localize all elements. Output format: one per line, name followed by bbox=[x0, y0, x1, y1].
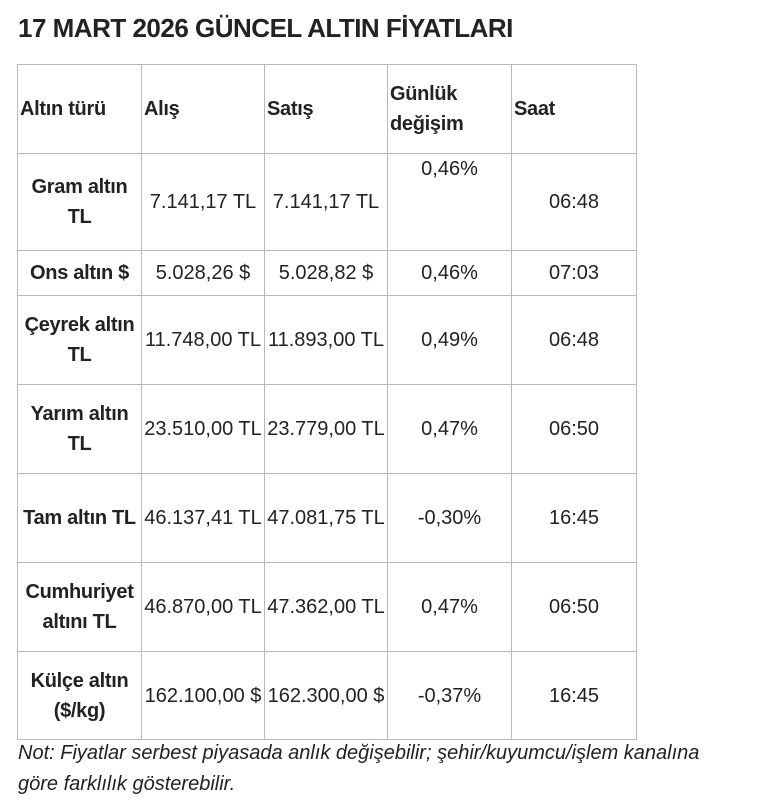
table-row bbox=[18, 563, 637, 652]
cell-daily-change: 0,46% bbox=[388, 154, 512, 251]
cell-gold-type: Gram altın TL bbox=[18, 154, 142, 251]
header-daily-change-line2: değişim bbox=[390, 113, 464, 135]
cell-gold-type: Ons altın $ bbox=[18, 251, 142, 296]
cell-gold-type: Yarım altın TL bbox=[18, 385, 142, 474]
header-time: Saat bbox=[512, 65, 637, 154]
cell-daily-change: 0,47% bbox=[388, 385, 512, 474]
table-row bbox=[18, 652, 637, 740]
cell-daily-change: 0,49% bbox=[388, 296, 512, 385]
table-row bbox=[18, 154, 637, 251]
table-row bbox=[18, 251, 637, 296]
cell-sell: 47.362,00 TL bbox=[265, 563, 388, 652]
cell-daily-change: -0,37% bbox=[388, 652, 512, 740]
cell-sell: 7.141,17 TL bbox=[265, 154, 388, 251]
cell-time: 06:48 bbox=[512, 154, 637, 251]
cell-daily-change: 0,47% bbox=[388, 563, 512, 652]
cell-gold-type: Külçe altın ($/kg) bbox=[18, 652, 142, 740]
cell-daily-change: 0,46% bbox=[388, 251, 512, 296]
table-row bbox=[18, 385, 637, 474]
page-title: 17 MART 2026 GÜNCEL ALTIN FİYATLARI bbox=[18, 13, 513, 43]
header-daily-change-line1: Günlük bbox=[390, 83, 458, 105]
cell-daily-change: -0,30% bbox=[388, 474, 512, 563]
header-buy: Alış bbox=[142, 65, 265, 154]
cell-buy: 11.748,00 TL bbox=[142, 296, 265, 385]
cell-gold-type: Tam altın TL bbox=[18, 474, 142, 563]
header-daily-change bbox=[388, 65, 512, 154]
cell-buy: 23.510,00 TL bbox=[142, 385, 265, 474]
cell-time: 16:45 bbox=[512, 474, 637, 563]
cell-sell: 23.779,00 TL bbox=[265, 385, 388, 474]
cell-sell: 11.893,00 TL bbox=[265, 296, 388, 385]
cell-buy: 46.870,00 TL bbox=[142, 563, 265, 652]
cell-buy: 5.028,26 $ bbox=[142, 251, 265, 296]
price-note-line1: Not: Fiyatlar serbest piyasada anlık değişebilir; şehir/kuyumcu/işlem kanalına bbox=[18, 742, 700, 764]
cell-buy: 46.137,41 TL bbox=[142, 474, 265, 563]
cell-time: 06:50 bbox=[512, 385, 637, 474]
header-sell: Satış bbox=[265, 65, 388, 154]
cell-buy: 162.100,00 $ bbox=[142, 652, 265, 740]
cell-sell: 47.081,75 TL bbox=[265, 474, 388, 563]
price-note bbox=[18, 738, 778, 800]
cell-time: 16:45 bbox=[512, 652, 637, 740]
cell-sell: 5.028,82 $ bbox=[265, 251, 388, 296]
cell-gold-type: Çeyrek altın TL bbox=[18, 296, 142, 385]
cell-buy: 7.141,17 TL bbox=[142, 154, 265, 251]
cell-time: 06:48 bbox=[512, 296, 637, 385]
table-row bbox=[18, 296, 637, 385]
cell-sell: 162.300,00 $ bbox=[265, 652, 388, 740]
price-note-line2: göre farklılık gösterebilir. bbox=[18, 773, 236, 795]
table-header-row bbox=[18, 65, 637, 154]
gold-price-table bbox=[17, 64, 637, 740]
header-gold-type: Altın türü bbox=[18, 65, 142, 154]
table-row bbox=[18, 474, 637, 563]
cell-time: 07:03 bbox=[512, 251, 637, 296]
cell-time: 06:50 bbox=[512, 563, 637, 652]
cell-gold-type: Cumhuriyet altını TL bbox=[18, 563, 142, 652]
